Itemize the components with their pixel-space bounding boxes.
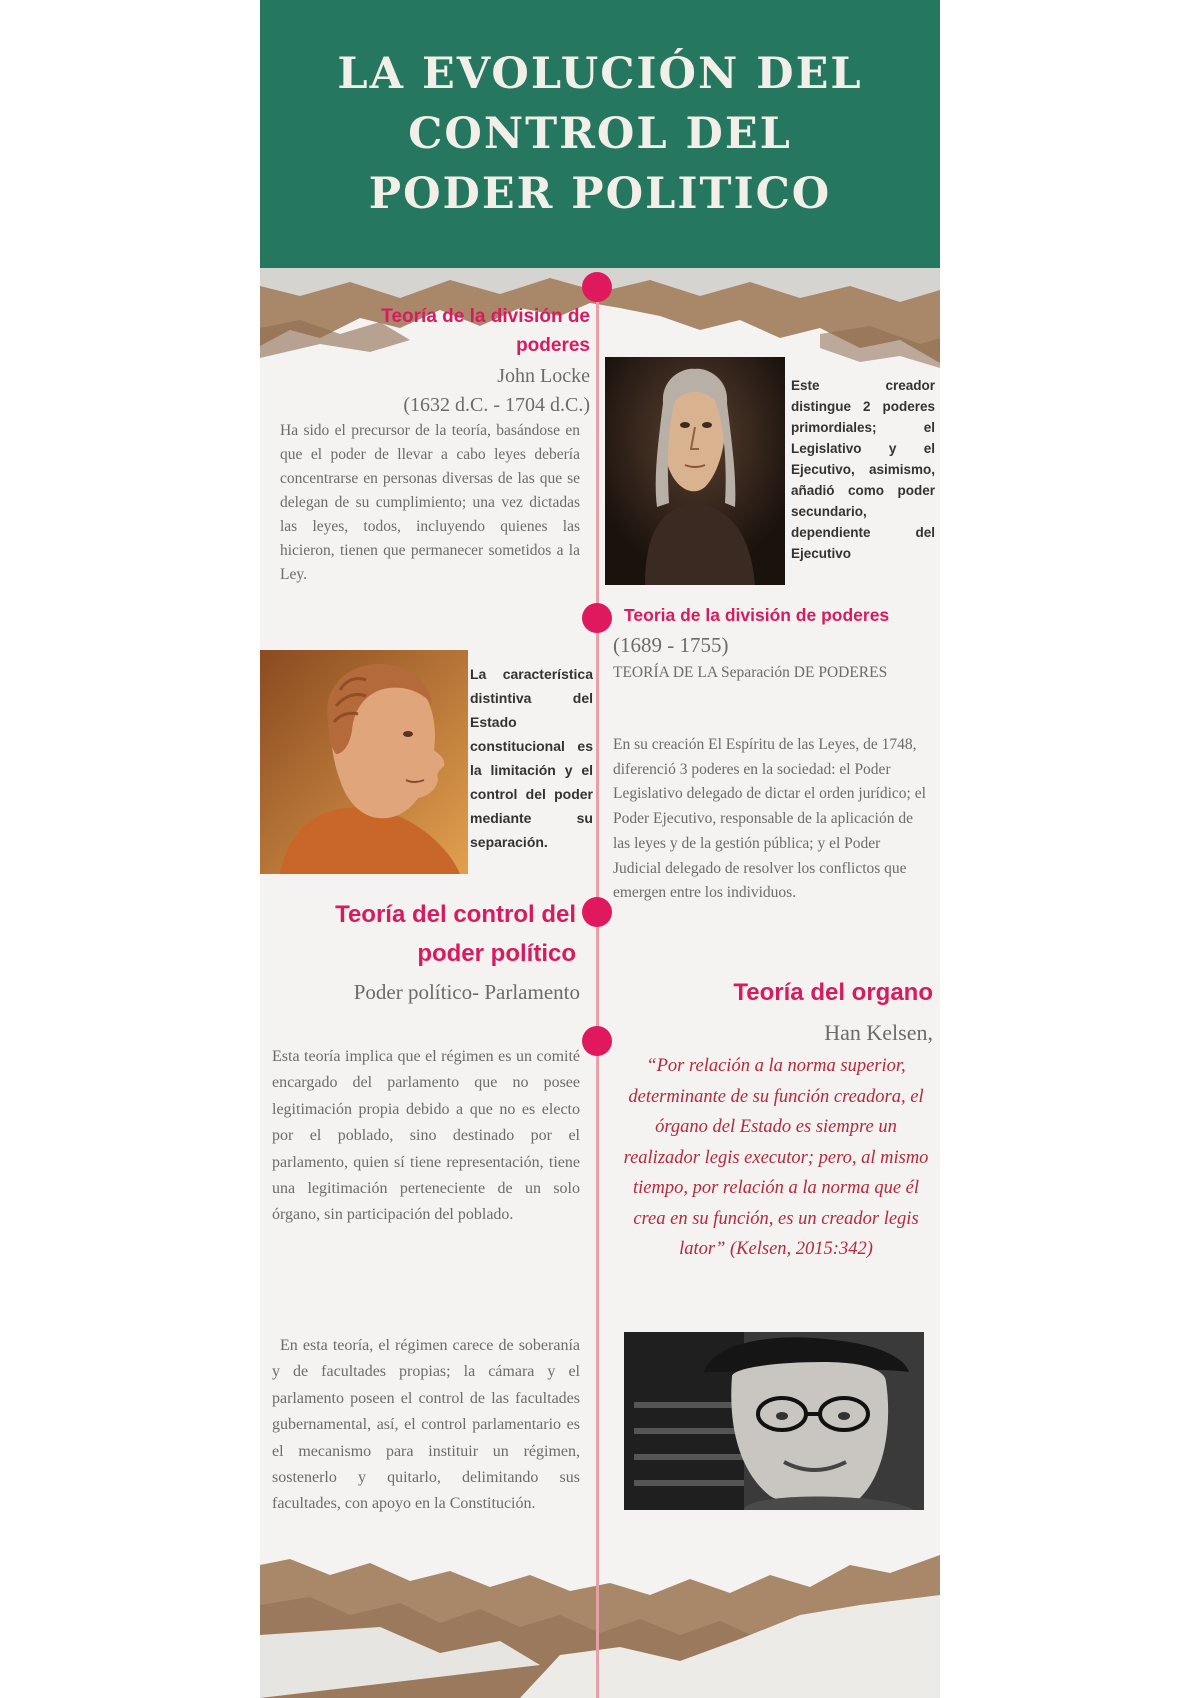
locke-body: Ha sido el precursor de la teoría, basándose en que el poder de llevar a cabo leyes debería concentrarse en personas diversas de las que se delegan de su cumplimiento; una vez dictadas las leyes, todos, incluyendo quienes las hicieron, tienen que permanecer sometidos a la Ley. <box>280 422 580 583</box>
locke-side-text: Este creador distingue 2 poderes primordiales; el Legislativo y el Ejecutivo, asimismo, añadió como poder secundario, dependiente del Ejecutivo <box>791 378 935 561</box>
timeline-marker <box>582 897 612 927</box>
torn-paper-bottom <box>260 1535 940 1698</box>
locke-dates: (1632 d.C. - 1704 d.C.) <box>403 394 590 416</box>
montesquieu-side-text: La característica distintiva del Estado constitucional es la limitación y el control del poder mediante su separación. <box>470 666 593 850</box>
montesquieu-heading: Teoria de la división de poderes <box>624 605 890 625</box>
montesquieu-body: En su creación El Espíritu de las Leyes, de 1748, diferenció 3 poderes en la sociedad: el Poder Legislativo delegado de dictar el orden jurídico; el Poder Ejecutivo, responsable de la aplicación de las leyes y de la gestión pública; y el Poder Judicial delegado de resolver los conflictos que emergen entre los individuos. <box>613 736 926 902</box>
organo-heading: Teoría del organo <box>733 979 933 1006</box>
locke-portrait-art <box>605 357 785 585</box>
page-title: LA EVOLUCIÓN DEL CONTROL DEL PODER POLITICO <box>337 49 863 219</box>
kelsen-portrait <box>624 1332 924 1510</box>
control-body-2: En esta teoría, el régimen carece de soberanía y de facultades propias; la cámara y el parlamento poseen el control de las facultades gubernamental, así, el control parlamentario es el mecanismo para instituir un régimen, sostenerlo y quitarlo, delimitando sus facultades, con apoyo en la Constitución. <box>272 1337 580 1513</box>
control-body-1: Esta teoría implica que el régimen es un comité encargado del parlamento que no posee legitimación propia debido a que no es electo por el poblado, sino destinado por el parlamento, quien sí tiene representación, tiene una legitimación perteneciente de un solo órgano, sin participación del poblado. <box>272 1048 580 1224</box>
montesquieu-portrait-art <box>260 650 468 874</box>
timeline-marker <box>582 1026 612 1056</box>
timeline-marker <box>582 603 612 633</box>
organo-name: Han Kelsen, <box>824 1020 933 1045</box>
timeline-marker <box>582 272 612 302</box>
locke-portrait <box>605 357 785 585</box>
control-heading: Teoría del control del poder político <box>335 901 576 967</box>
locke-name: John Locke <box>497 365 590 387</box>
infographic-poster <box>260 0 940 1698</box>
montesquieu-subtitle: TEORÍA DE LA Separación DE PODERES <box>613 664 888 681</box>
montesquieu-portrait <box>260 650 468 874</box>
locke-heading: Teoría de la división de poderes <box>381 306 590 356</box>
montesquieu-dates: (1689 - 1755) <box>613 633 729 657</box>
timeline-axis <box>596 282 599 1698</box>
kelsen-quote: “Por relación a la norma superior, determinante de su función creadora, el órgano del Estado es siempre un realizador legis executor; pero, al mismo tiempo, por relación a la norma que él crea en su función, es un creador legis lator” (Kelsen, 2015:342) <box>623 1056 929 1259</box>
control-subtitle: Poder político- Parlamento <box>353 980 580 1004</box>
header-banner <box>260 0 940 272</box>
kelsen-portrait-art <box>624 1332 924 1510</box>
